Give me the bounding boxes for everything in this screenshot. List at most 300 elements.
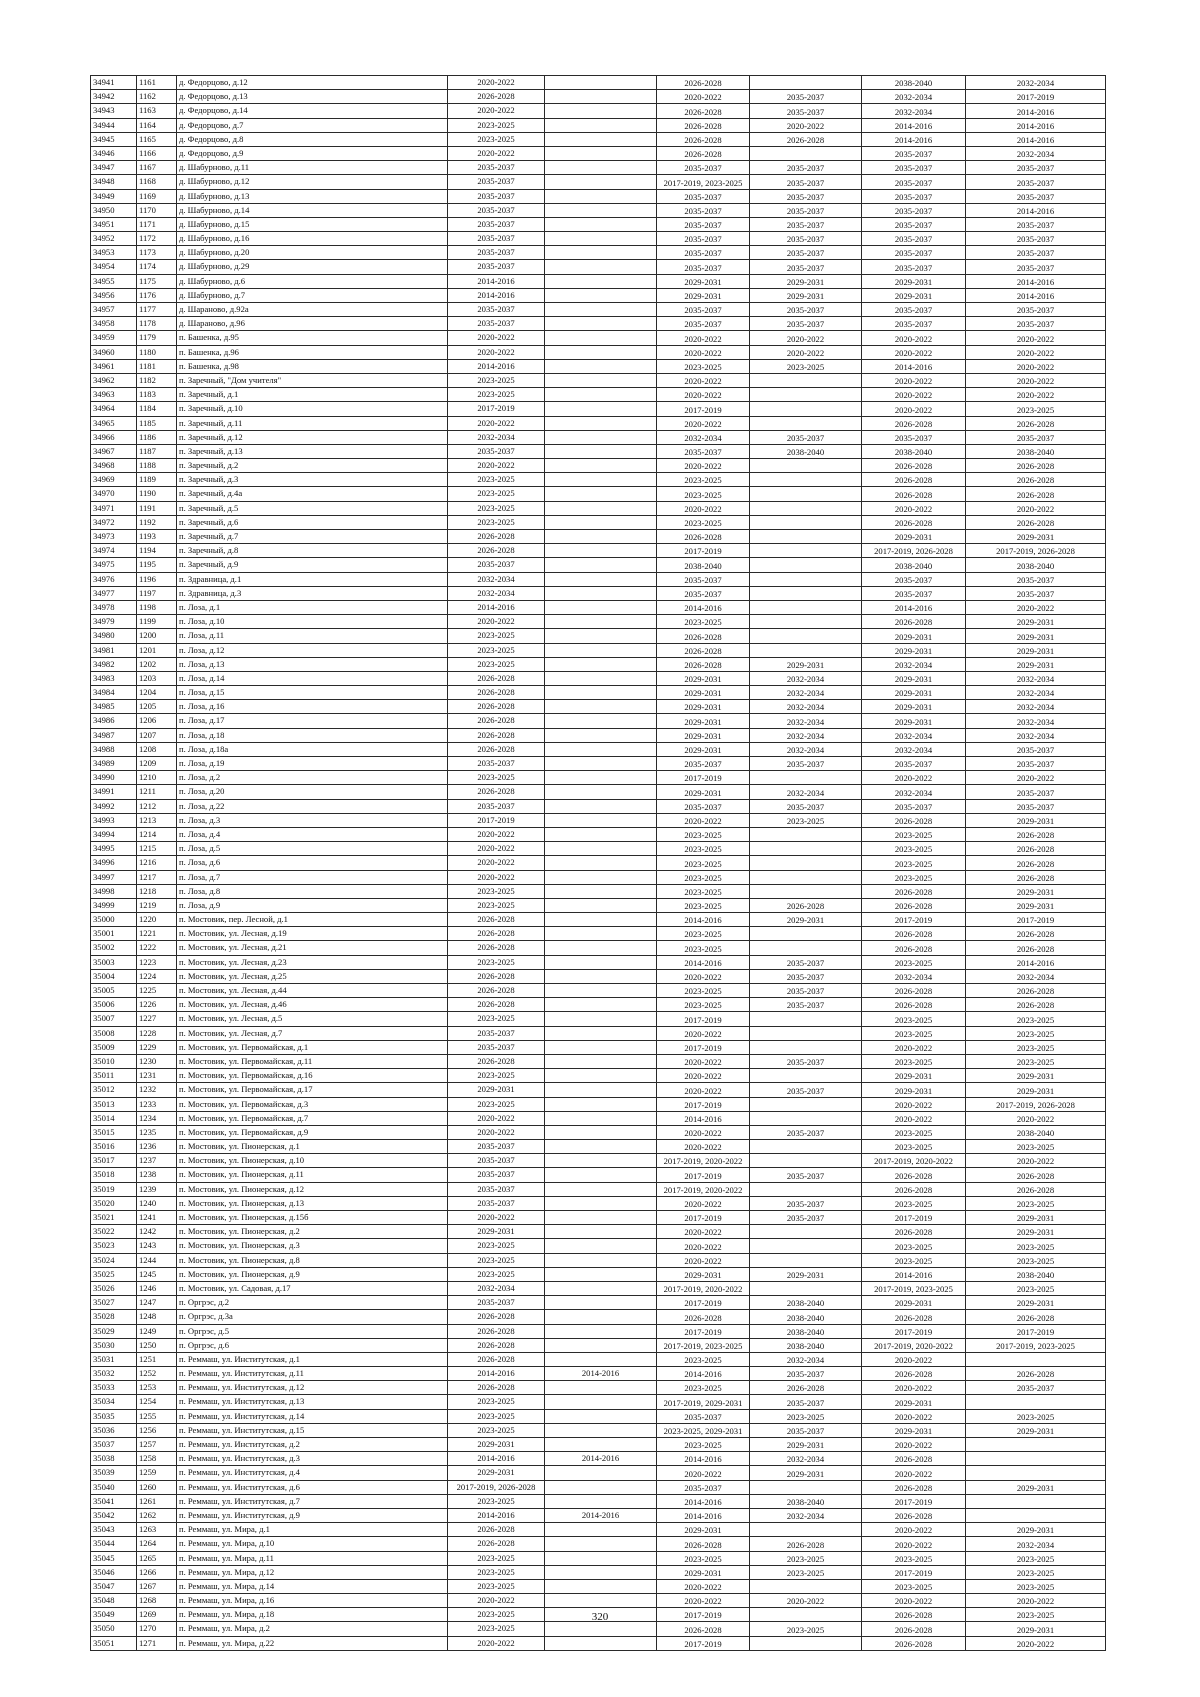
cell-period-col-5: 2029-2031 <box>862 1296 966 1310</box>
cell-period-col-5: 2020-2022 <box>862 1537 966 1551</box>
cell-period-col-6: 2029-2031 <box>966 530 1106 544</box>
cell-address: п. Реммаш, ул. Институтская, д.1 <box>177 1352 448 1366</box>
cell-item-number: 1261 <box>137 1494 177 1508</box>
cell-period-col-5: 2017-2019, 2026-2028 <box>862 544 966 558</box>
cell-period-col-4: 2035-2037 <box>750 1367 862 1381</box>
cell-row-number: 34978 <box>91 600 137 614</box>
cell-period-col-3: 2017-2019 <box>657 1168 750 1182</box>
cell-item-number: 1255 <box>137 1409 177 1423</box>
cell-address: п. Лоза, д.18а <box>177 742 448 756</box>
cell-period-col-4: 2038-2040 <box>750 1494 862 1508</box>
cell-period-col-6: 2026-2028 <box>966 416 1106 430</box>
cell-row-number: 35046 <box>91 1565 137 1579</box>
cell-row-number: 35002 <box>91 941 137 955</box>
cell-period-col-1: 2023-2025 <box>448 1253 545 1267</box>
cell-item-number: 1230 <box>137 1054 177 1068</box>
cell-address: п. Мостовик, ул. Лесная, д.5 <box>177 1012 448 1026</box>
cell-row-number: 34987 <box>91 728 137 742</box>
cell-period-col-2 <box>545 1310 657 1324</box>
cell-period-col-3: 2020-2022 <box>657 1196 750 1210</box>
cell-item-number: 1191 <box>137 501 177 515</box>
cell-item-number: 1260 <box>137 1480 177 1494</box>
cell-item-number: 1254 <box>137 1395 177 1409</box>
cell-row-number: 34957 <box>91 303 137 317</box>
cell-row-number: 35009 <box>91 1040 137 1054</box>
cell-period-col-2 <box>545 998 657 1012</box>
cell-item-number: 1184 <box>137 402 177 416</box>
cell-period-col-6: 2035-2037 <box>966 586 1106 600</box>
cell-period-col-3: 2017-2019 <box>657 544 750 558</box>
cell-row-number: 35032 <box>91 1367 137 1381</box>
cell-period-col-6: 2026-2028 <box>966 515 1106 529</box>
cell-item-number: 1244 <box>137 1253 177 1267</box>
table-row <box>91 146 1106 160</box>
cell-row-number: 34996 <box>91 856 137 870</box>
cell-period-col-6: 2020-2022 <box>966 388 1106 402</box>
cell-period-col-6: 2020-2022 <box>966 1111 1106 1125</box>
cell-period-col-3: 2017-2019 <box>657 1040 750 1054</box>
cell-period-col-4: 2035-2037 <box>750 303 862 317</box>
cell-row-number: 35020 <box>91 1196 137 1210</box>
cell-period-col-2 <box>545 161 657 175</box>
cell-address: п. Реммаш, ул. Институтская, д.9 <box>177 1508 448 1522</box>
table-row <box>91 288 1106 302</box>
table-row <box>91 331 1106 345</box>
cell-row-number: 34958 <box>91 317 137 331</box>
cell-item-number: 1164 <box>137 118 177 132</box>
table-row <box>91 1253 1106 1267</box>
table-row <box>91 1594 1106 1608</box>
cell-period-col-1: 2023-2025 <box>448 657 545 671</box>
cell-row-number: 35008 <box>91 1026 137 1040</box>
cell-item-number: 1245 <box>137 1267 177 1281</box>
cell-period-col-2 <box>545 487 657 501</box>
table-row <box>91 728 1106 742</box>
cell-row-number: 35012 <box>91 1083 137 1097</box>
cell-period-col-1: 2020-2022 <box>448 615 545 629</box>
cell-address: п. Реммаш, ул. Мира, д.11 <box>177 1551 448 1565</box>
table-row <box>91 76 1106 90</box>
cell-period-col-6: 2032-2034 <box>966 146 1106 160</box>
cell-period-col-2 <box>545 388 657 402</box>
cell-item-number: 1220 <box>137 913 177 927</box>
cell-row-number: 35050 <box>91 1622 137 1636</box>
cell-item-number: 1225 <box>137 984 177 998</box>
cell-address: п. Заречный, д.5 <box>177 501 448 515</box>
cell-period-col-5: 2017-2019, 2020-2022 <box>862 1338 966 1352</box>
cell-period-col-5: 2014-2016 <box>862 600 966 614</box>
table-row <box>91 813 1106 827</box>
cell-period-col-6: 2026-2028 <box>966 856 1106 870</box>
cell-period-col-4 <box>750 1253 862 1267</box>
cell-period-col-2 <box>545 530 657 544</box>
cell-period-col-3: 2017-2019 <box>657 1608 750 1622</box>
cell-period-col-1: 2023-2025 <box>448 1069 545 1083</box>
cell-row-number: 34971 <box>91 501 137 515</box>
cell-period-col-4: 2035-2037 <box>750 1196 862 1210</box>
table-row <box>91 1083 1106 1097</box>
cell-period-col-1: 2023-2025 <box>448 898 545 912</box>
cell-period-col-6: 2029-2031 <box>966 898 1106 912</box>
cell-row-number: 35006 <box>91 998 137 1012</box>
cell-period-col-2 <box>545 686 657 700</box>
cell-period-col-3: 2026-2028 <box>657 104 750 118</box>
cell-address: п. Заречный, д.1 <box>177 388 448 402</box>
cell-address: п. Оргрэс, д.2 <box>177 1296 448 1310</box>
table-row <box>91 459 1106 473</box>
cell-period-col-4 <box>750 530 862 544</box>
cell-period-col-5: 2026-2028 <box>862 984 966 998</box>
cell-period-col-6: 2017-2019 <box>966 1324 1106 1338</box>
cell-period-col-5: 2026-2028 <box>862 884 966 898</box>
cell-item-number: 1239 <box>137 1182 177 1196</box>
cell-period-col-1: 2023-2025 <box>448 1622 545 1636</box>
cell-period-col-1: 2023-2025 <box>448 388 545 402</box>
table-row <box>91 785 1106 799</box>
cell-address: д. Шабурново, д.7 <box>177 288 448 302</box>
cell-period-col-5: 2029-2031 <box>862 1423 966 1437</box>
cell-period-col-5: 2035-2037 <box>862 189 966 203</box>
cell-period-col-6: 2026-2028 <box>966 487 1106 501</box>
cell-period-col-3: 2020-2022 <box>657 1466 750 1480</box>
cell-row-number: 34956 <box>91 288 137 302</box>
cell-period-col-5: 2026-2028 <box>862 1508 966 1522</box>
cell-period-col-4 <box>750 629 862 643</box>
cell-period-col-4 <box>750 1281 862 1295</box>
cell-period-col-4: 2035-2037 <box>750 1083 862 1097</box>
cell-period-col-2 <box>545 799 657 813</box>
cell-period-col-2 <box>545 1338 657 1352</box>
cell-period-col-6: 2029-2031 <box>966 1083 1106 1097</box>
cell-period-col-5: 2026-2028 <box>862 615 966 629</box>
cell-period-col-5: 2023-2025 <box>862 1012 966 1026</box>
cell-period-col-3: 2029-2031 <box>657 274 750 288</box>
cell-period-col-3: 2029-2031 <box>657 728 750 742</box>
cell-row-number: 35016 <box>91 1140 137 1154</box>
cell-period-col-4: 2023-2025 <box>750 359 862 373</box>
cell-period-col-4: 2035-2037 <box>750 232 862 246</box>
cell-period-col-4: 2035-2037 <box>750 317 862 331</box>
cell-period-col-2 <box>545 1438 657 1452</box>
cell-period-col-1: 2023-2025 <box>448 1239 545 1253</box>
cell-period-col-3: 2020-2022 <box>657 345 750 359</box>
cell-item-number: 1218 <box>137 884 177 898</box>
cell-period-col-2 <box>545 1111 657 1125</box>
cell-period-col-5: 2026-2028 <box>862 1622 966 1636</box>
cell-period-col-3: 2020-2022 <box>657 969 750 983</box>
cell-period-col-3: 2020-2022 <box>657 1225 750 1239</box>
cell-address: п. Мостовик, ул. Лесная, д.7 <box>177 1026 448 1040</box>
cell-period-col-5: 2032-2034 <box>862 785 966 799</box>
cell-period-col-6: 2020-2022 <box>966 1594 1106 1608</box>
cell-period-col-4 <box>750 1523 862 1537</box>
cell-period-col-3: 2035-2037 <box>657 444 750 458</box>
cell-item-number: 1270 <box>137 1622 177 1636</box>
table-row <box>91 1168 1106 1182</box>
cell-period-col-6: 2023-2025 <box>966 1281 1106 1295</box>
cell-row-number: 34980 <box>91 629 137 643</box>
cell-address: п. Мостовик, ул. Первомайская, д.17 <box>177 1083 448 1097</box>
cell-period-col-1: 2026-2028 <box>448 1054 545 1068</box>
cell-period-col-4: 2035-2037 <box>750 998 862 1012</box>
cell-period-col-3: 2035-2037 <box>657 1480 750 1494</box>
cell-period-col-6 <box>966 1395 1106 1409</box>
cell-address: п. Мостовик, ул. Лесная, д.23 <box>177 955 448 969</box>
table-row <box>91 373 1106 387</box>
cell-period-col-3: 2026-2028 <box>657 76 750 90</box>
cell-period-col-4 <box>750 544 862 558</box>
cell-row-number: 34979 <box>91 615 137 629</box>
cell-period-col-4 <box>750 388 862 402</box>
cell-period-col-3: 2023-2025 <box>657 870 750 884</box>
cell-row-number: 34981 <box>91 643 137 657</box>
cell-period-col-3: 2014-2016 <box>657 1452 750 1466</box>
cell-period-col-5: 2023-2025 <box>862 1140 966 1154</box>
cell-item-number: 1180 <box>137 345 177 359</box>
cell-address: п. Мостовик, ул. Первомайская, д.11 <box>177 1054 448 1068</box>
cell-row-number: 34972 <box>91 515 137 529</box>
cell-period-col-3: 2026-2028 <box>657 1537 750 1551</box>
table-row <box>91 1494 1106 1508</box>
cell-period-col-1: 2032-2034 <box>448 572 545 586</box>
cell-row-number: 34950 <box>91 203 137 217</box>
cell-period-col-4: 2032-2034 <box>750 1452 862 1466</box>
cell-period-col-6: 2035-2037 <box>966 572 1106 586</box>
cell-row-number: 35034 <box>91 1395 137 1409</box>
table-row <box>91 444 1106 458</box>
cell-item-number: 1207 <box>137 728 177 742</box>
cell-period-col-5: 2020-2022 <box>862 388 966 402</box>
cell-period-col-1: 2020-2022 <box>448 1211 545 1225</box>
cell-period-col-5: 2035-2037 <box>862 175 966 189</box>
cell-item-number: 1190 <box>137 487 177 501</box>
cell-period-col-2 <box>545 1480 657 1494</box>
cell-item-number: 1269 <box>137 1608 177 1622</box>
cell-period-col-4 <box>750 515 862 529</box>
cell-period-col-1: 2035-2037 <box>448 1154 545 1168</box>
cell-address: п. Оргрэс, д.5 <box>177 1324 448 1338</box>
cell-period-col-1: 2020-2022 <box>448 331 545 345</box>
cell-period-col-2 <box>545 459 657 473</box>
cell-period-col-4: 2032-2034 <box>750 714 862 728</box>
cell-period-col-1: 2032-2034 <box>448 586 545 600</box>
cell-period-col-5: 2026-2028 <box>862 1225 966 1239</box>
cell-period-col-6 <box>966 1466 1106 1480</box>
cell-period-col-2 <box>545 402 657 416</box>
cell-period-col-2 <box>545 303 657 317</box>
cell-period-col-5: 2029-2031 <box>862 714 966 728</box>
cell-period-col-6: 2026-2028 <box>966 1310 1106 1324</box>
cell-row-number: 35049 <box>91 1608 137 1622</box>
cell-period-col-4 <box>750 927 862 941</box>
cell-period-col-3: 2014-2016 <box>657 913 750 927</box>
cell-period-col-6: 2026-2028 <box>966 998 1106 1012</box>
cell-item-number: 1198 <box>137 600 177 614</box>
cell-period-col-2 <box>545 1083 657 1097</box>
cell-period-col-6: 2029-2031 <box>966 1622 1106 1636</box>
cell-period-col-1: 2026-2028 <box>448 544 545 558</box>
cell-period-col-3: 2014-2016 <box>657 1111 750 1125</box>
cell-address: п. Оргрэс, д.3а <box>177 1310 448 1324</box>
cell-item-number: 1217 <box>137 870 177 884</box>
cell-period-col-5: 2026-2028 <box>862 927 966 941</box>
cell-row-number: 35021 <box>91 1211 137 1225</box>
cell-period-col-1: 2020-2022 <box>448 104 545 118</box>
cell-row-number: 35005 <box>91 984 137 998</box>
cell-period-col-2 <box>545 1551 657 1565</box>
cell-period-col-3: 2029-2031 <box>657 671 750 685</box>
cell-period-col-1: 2035-2037 <box>448 317 545 331</box>
cell-item-number: 1169 <box>137 189 177 203</box>
cell-period-col-2 <box>545 217 657 231</box>
cell-period-col-4 <box>750 842 862 856</box>
table-row <box>91 501 1106 515</box>
table-row <box>91 586 1106 600</box>
cell-period-col-1: 2023-2025 <box>448 473 545 487</box>
cell-period-col-2 <box>545 473 657 487</box>
cell-period-col-6: 2029-2031 <box>966 629 1106 643</box>
cell-period-col-2 <box>545 373 657 387</box>
cell-row-number: 35019 <box>91 1182 137 1196</box>
cell-period-col-6: 2035-2037 <box>966 742 1106 756</box>
cell-address: п. Лоза, д.7 <box>177 870 448 884</box>
cell-row-number: 35017 <box>91 1154 137 1168</box>
cell-address: п. Заречный, д.9 <box>177 558 448 572</box>
cell-period-col-6: 2023-2025 <box>966 1608 1106 1622</box>
cell-period-col-4: 2035-2037 <box>750 1211 862 1225</box>
cell-period-col-1: 2020-2022 <box>448 842 545 856</box>
cell-period-col-2 <box>545 856 657 870</box>
table-row <box>91 1069 1106 1083</box>
cell-item-number: 1248 <box>137 1310 177 1324</box>
cell-item-number: 1252 <box>137 1367 177 1381</box>
cell-period-col-3: 2026-2028 <box>657 118 750 132</box>
cell-period-col-1: 2023-2025 <box>448 515 545 529</box>
cell-period-col-4: 2029-2031 <box>750 274 862 288</box>
cell-period-col-5: 2032-2034 <box>862 657 966 671</box>
cell-row-number: 35023 <box>91 1239 137 1253</box>
cell-period-col-4: 2035-2037 <box>750 799 862 813</box>
cell-period-col-3: 2023-2025 <box>657 515 750 529</box>
table-row <box>91 1480 1106 1494</box>
cell-period-col-4: 2035-2037 <box>750 984 862 998</box>
cell-period-col-2 <box>545 955 657 969</box>
cell-period-col-4: 2035-2037 <box>750 969 862 983</box>
cell-period-col-2 <box>545 657 657 671</box>
table-row <box>91 430 1106 444</box>
cell-period-col-2 <box>545 572 657 586</box>
cell-period-col-6: 2029-2031 <box>966 813 1106 827</box>
cell-period-col-2 <box>545 544 657 558</box>
cell-address: п. Лоза, д.1 <box>177 600 448 614</box>
cell-period-col-5: 2017-2019 <box>862 1494 966 1508</box>
table-row <box>91 175 1106 189</box>
cell-period-col-5: 2035-2037 <box>862 203 966 217</box>
cell-period-col-1: 2023-2025 <box>448 1267 545 1281</box>
cell-address: п. Реммаш, ул. Мира, д.22 <box>177 1636 448 1650</box>
cell-row-number: 35014 <box>91 1111 137 1125</box>
cell-address: п. Реммаш, ул. Институтская, д.12 <box>177 1381 448 1395</box>
cell-period-col-2 <box>545 1054 657 1068</box>
cell-address: п. Лоза, д.16 <box>177 700 448 714</box>
cell-period-col-4: 2035-2037 <box>750 260 862 274</box>
cell-period-col-5: 2017-2019, 2023-2025 <box>862 1281 966 1295</box>
cell-address: д. Шабурново, д.16 <box>177 232 448 246</box>
table-row <box>91 799 1106 813</box>
cell-row-number: 35029 <box>91 1324 137 1338</box>
cell-period-col-3: 2020-2022 <box>657 388 750 402</box>
cell-period-col-3: 2017-2019, 2020-2022 <box>657 1154 750 1168</box>
table-row <box>91 1565 1106 1579</box>
cell-address: д. Шабурново, д.11 <box>177 161 448 175</box>
cell-row-number: 34963 <box>91 388 137 402</box>
cell-period-col-2 <box>545 1494 657 1508</box>
table-row <box>91 246 1106 260</box>
cell-item-number: 1195 <box>137 558 177 572</box>
cell-address: п. Реммаш, ул. Мира, д.10 <box>177 1537 448 1551</box>
cell-item-number: 1251 <box>137 1352 177 1366</box>
cell-row-number: 34983 <box>91 671 137 685</box>
cell-period-col-3: 2017-2019 <box>657 1097 750 1111</box>
cell-row-number: 34949 <box>91 189 137 203</box>
cell-item-number: 1210 <box>137 771 177 785</box>
cell-period-col-6: 2017-2019, 2026-2028 <box>966 1097 1106 1111</box>
table-row <box>91 941 1106 955</box>
cell-period-col-4 <box>750 1225 862 1239</box>
cell-row-number: 35011 <box>91 1069 137 1083</box>
cell-period-col-1: 2023-2025 <box>448 629 545 643</box>
cell-period-col-6: 2017-2019, 2026-2028 <box>966 544 1106 558</box>
cell-period-col-3: 2014-2016 <box>657 1367 750 1381</box>
table-row <box>91 416 1106 430</box>
table-row <box>91 884 1106 898</box>
cell-period-col-6: 2020-2022 <box>966 359 1106 373</box>
cell-period-col-4 <box>750 1097 862 1111</box>
cell-address: п. Заречный, д.8 <box>177 544 448 558</box>
table-row <box>91 1395 1106 1409</box>
cell-period-col-3: 2020-2022 <box>657 1579 750 1593</box>
cell-period-col-4: 2038-2040 <box>750 1324 862 1338</box>
cell-address: п. Оргрэс, д.6 <box>177 1338 448 1352</box>
cell-address: п. Реммаш, ул. Мира, д.14 <box>177 1579 448 1593</box>
cell-row-number: 34948 <box>91 175 137 189</box>
table-row <box>91 317 1106 331</box>
table-row <box>91 1140 1106 1154</box>
cell-row-number: 34970 <box>91 487 137 501</box>
table-row <box>91 643 1106 657</box>
cell-period-col-2 <box>545 1281 657 1295</box>
cell-period-col-3: 2026-2028 <box>657 530 750 544</box>
cell-period-col-6: 2032-2034 <box>966 76 1106 90</box>
cell-period-col-1: 2020-2022 <box>448 76 545 90</box>
cell-period-col-4: 2032-2034 <box>750 742 862 756</box>
cell-period-col-6 <box>966 1352 1106 1366</box>
cell-item-number: 1259 <box>137 1466 177 1480</box>
cell-row-number: 35015 <box>91 1125 137 1139</box>
cell-period-col-2 <box>545 728 657 742</box>
cell-period-col-1: 2017-2019 <box>448 813 545 827</box>
table-row <box>91 742 1106 756</box>
cell-period-col-1: 2026-2028 <box>448 785 545 799</box>
cell-period-col-3: 2017-2019 <box>657 1211 750 1225</box>
cell-item-number: 1262 <box>137 1508 177 1522</box>
cell-period-col-5: 2017-2019 <box>862 913 966 927</box>
cell-period-col-1: 2035-2037 <box>448 189 545 203</box>
table-row <box>91 359 1106 373</box>
cell-period-col-6: 2020-2022 <box>966 1636 1106 1650</box>
cell-address: п. Здравница, д.1 <box>177 572 448 586</box>
cell-address: п. Мостовик, ул. Первомайская, д.3 <box>177 1097 448 1111</box>
